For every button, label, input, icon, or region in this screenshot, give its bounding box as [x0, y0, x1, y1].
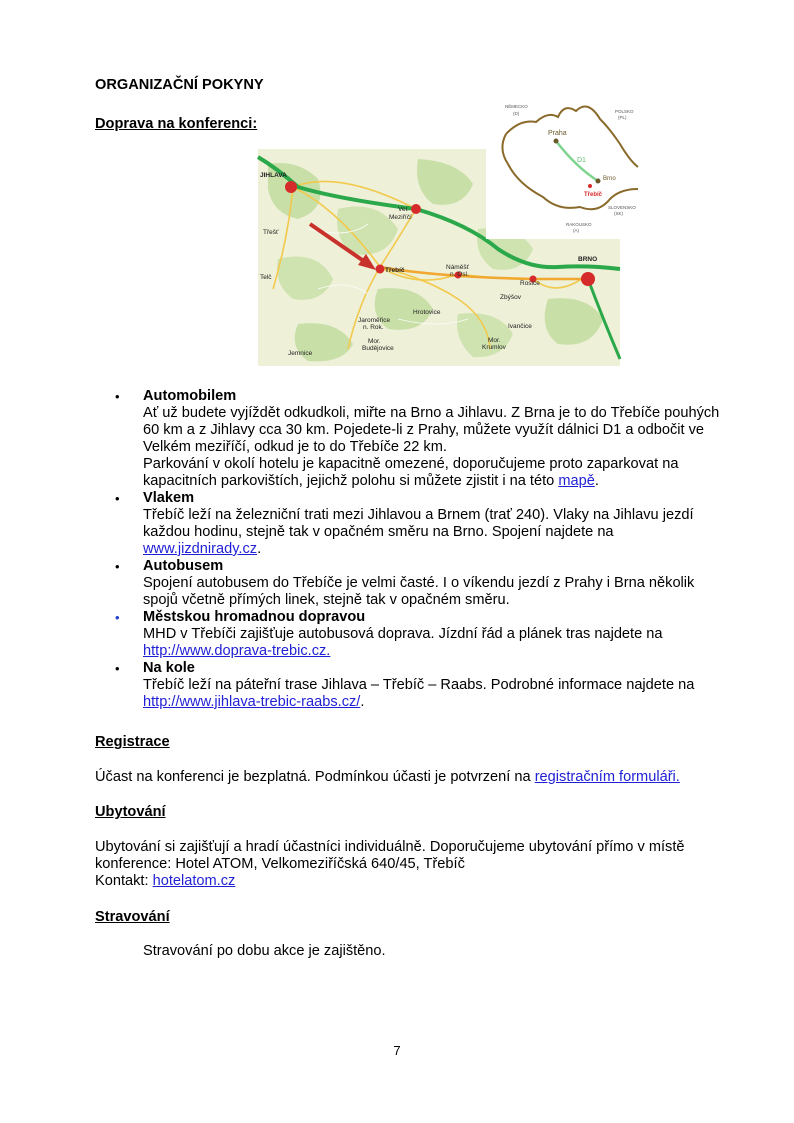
transport-item-punctuation: . [360, 694, 365, 710]
map-label-jemnice: Jemnice [288, 350, 313, 357]
map-label-jaromerice: Jaroměřice [358, 317, 391, 324]
transport-item-link[interactable]: mapě [558, 473, 595, 489]
map-label-zbysov: Zbýšov [500, 294, 521, 301]
map-label-mor-bud: Mor. [368, 338, 381, 345]
accommodation-text [95, 839, 735, 890]
transport-item-link-line [143, 473, 745, 490]
bullet-icon: • [115, 389, 120, 404]
transport-item-link-line [143, 694, 745, 711]
inset-label-slovakia-code: (SK) [614, 211, 623, 216]
inset-label-austria: RAKOUSKO [566, 222, 592, 227]
inset-label-praha: Praha [548, 130, 567, 137]
registration-form-link[interactable]: registračním formuláři. [534, 769, 680, 785]
inset-label-poland-code: (PL) [618, 115, 627, 120]
transport-item [95, 388, 745, 490]
transport-item-link-line [143, 541, 745, 558]
inset-label-d1: D1 [577, 157, 586, 164]
transport-item-line: spojů včetně přímých linek, stejně tak v opačném směru. [143, 592, 510, 608]
registration-heading: Registrace [95, 734, 170, 750]
catering-heading: Stravování [95, 909, 170, 925]
transport-item-line: Spojení autobusem do Třebíče je velmi časté. I o víkendu jezdí z Prahy i Brna několik [143, 575, 695, 591]
transport-item-title: Automobilem [143, 388, 237, 404]
inset-label-trebic: Třebíč [584, 192, 603, 198]
transport-item-title: Autobusem [143, 558, 224, 574]
transport-item-line: MHD v Třebíči zajišťuje autobusová doprava. Jízdní řád a plánek tras najdete na [143, 626, 663, 642]
map-label-trebic: Třebíč [385, 267, 405, 274]
transport-options-list [95, 388, 745, 711]
transport-item [95, 660, 745, 711]
transport-item-line: Třebíč leží na páteřní trase Jihlava – Třebíč – Raabs. Podrobné informace najdete na [143, 677, 695, 693]
inset-label-brno: Brno [603, 176, 616, 182]
page-number: 7 [393, 1043, 401, 1058]
inset-label-austria-code: (A) [573, 228, 579, 233]
transport-item-punctuation: . [257, 541, 262, 557]
map-label-hrotovice: Hrotovice [413, 309, 441, 316]
map-label-rosice: Rosice [520, 280, 540, 287]
map-label-jaromerice-2: n. Rok. [363, 324, 384, 331]
transport-item [95, 490, 745, 558]
czech-inset-map [486, 89, 638, 239]
inset-label-germany-code: (D) [513, 111, 520, 116]
map-label-mor-krumlov: Mor. [488, 337, 501, 344]
transport-item-line: každou hodinu, stejně tak v opačném směru na Brno. Spojení najdete na [143, 524, 614, 540]
map-label-ivancice: Ivančice [508, 323, 532, 330]
transport-item-title: Městskou hromadnou dopravou [143, 609, 366, 625]
bullet-icon: • [115, 559, 120, 574]
transport-item-line: 60 km a z Jihlavy cca 30 km. Pojedete-li z Prahy, můžete využít dálnici D1 a odbočit ve [143, 422, 705, 438]
hotel-link[interactable]: hotelatom.cz [152, 873, 236, 889]
accommodation-contact [95, 873, 735, 890]
page-title: ORGANIZAČNÍ POKYNY [95, 77, 264, 93]
inset-label-germany: NĚMECKO [505, 104, 528, 109]
registration-body: Účast na konferenci je bezplatná. Podmínkou účasti je potvrzení na [95, 769, 535, 785]
map-label-mezirici: Meziříčí [389, 214, 412, 221]
transport-item-link[interactable]: www.jizdnirady.cz [143, 541, 258, 557]
transport-item [95, 558, 745, 609]
map-label-jihlava: JIHLAVA [260, 172, 287, 179]
accommodation-line-1: Ubytování si zajišťují a hradí účastníci individuálně. Doporučujeme ubytování přímo v místě [95, 839, 685, 855]
transport-item-title: Na kole [143, 660, 195, 676]
inset-label-poland: POLSKO [615, 109, 634, 114]
transport-item-link[interactable]: http://www.jihlava-trebic-raabs.cz/ [143, 694, 361, 710]
map-label-mor-bud-2: Budějovice [362, 345, 394, 352]
transport-item-line-text: kapacitních parkovištích, jejichž polohu si můžete zjistit i na této [143, 473, 559, 489]
transport-item-line: Parkování v okolí hotelu je kapacitně omezené, doporučujeme proto zaparkovat na [143, 456, 679, 472]
transport-item-line: Velkém meziříčí, odkud je to do Třebíče 22 km. [143, 439, 447, 455]
catering-text: Stravování po dobu akce je zajištěno. [143, 943, 386, 959]
trebic-marker [376, 265, 385, 274]
vel-mezirici-marker [411, 204, 421, 214]
transport-heading: Doprava na konferenci: [95, 116, 258, 132]
contact-label: Kontakt: [95, 873, 153, 889]
bullet-icon: • [115, 661, 120, 676]
transport-item [95, 609, 745, 660]
transport-item-link[interactable]: http://www.doprava-trebic.cz. [143, 643, 331, 659]
transport-item-punctuation: . [594, 473, 599, 489]
map-label-trest: Třešť [263, 229, 279, 236]
map-label-namest: Náměšť [446, 264, 470, 271]
map-label-namest-2: n. Osl. [450, 271, 469, 278]
map-label-brno: BRNO [578, 256, 598, 263]
bullet-icon: • [115, 610, 120, 625]
jihlava-marker [285, 181, 297, 193]
map-label-mor-krumlov-2: Krumlov [482, 344, 506, 351]
registration-text [95, 769, 735, 786]
bullet-icon: • [115, 491, 120, 506]
brno-marker [581, 272, 595, 286]
inset-label-slovakia: SLOVENSKO [608, 205, 636, 210]
map-label-telc: Telč [260, 274, 272, 281]
accommodation-line-2: konference: Hotel ATOM, Velkomeziříčská 640/45, Třebíč [95, 856, 465, 872]
transport-item-line: Třebíč leží na železniční trati mezi Jihlavou a Brnem (trať 240). Vlaky na Jihlavu jezdí [143, 507, 694, 523]
transport-item-link-line [143, 643, 745, 660]
transport-item-title: Vlakem [143, 490, 195, 506]
transport-item-line: Ať už budete vyjíždět odkudkoli, miřte na Brno a Jihlavu. Z Brna je to do Třebíče pouhých [143, 405, 720, 421]
map-label-vel: Vel. [398, 206, 409, 213]
location-map [258, 89, 636, 366]
accommodation-heading: Ubytování [95, 804, 166, 820]
